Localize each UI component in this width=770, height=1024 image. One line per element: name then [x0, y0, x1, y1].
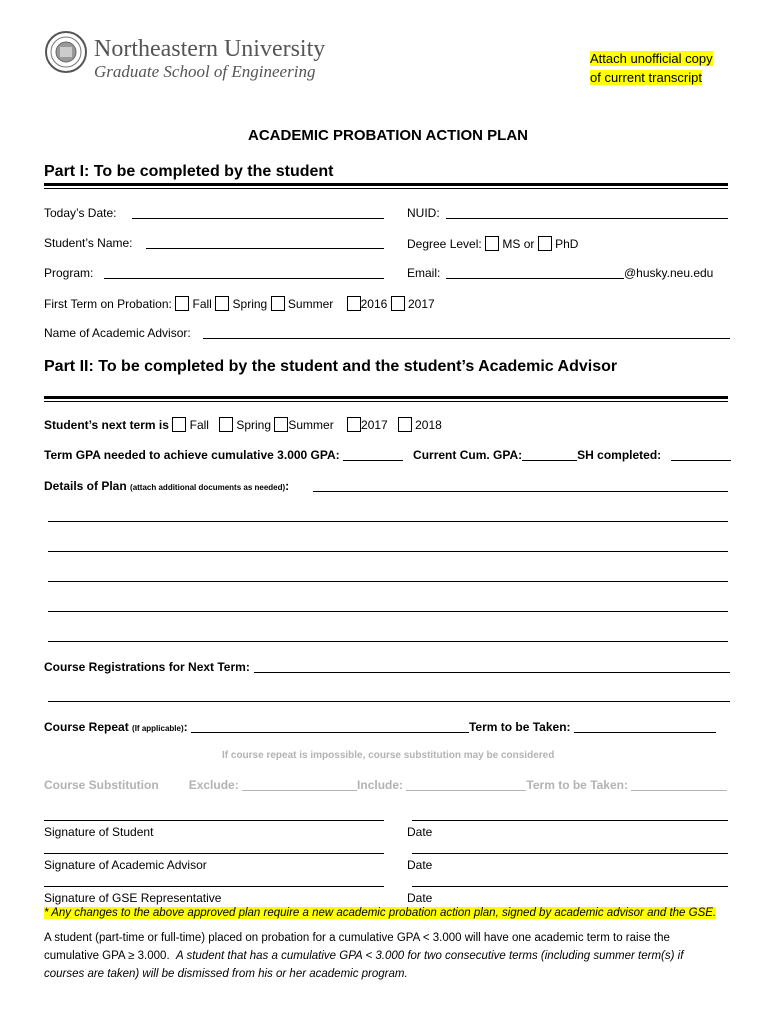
gse-date-label: Date	[407, 891, 433, 905]
email-domain: @husky.neu.edu	[624, 266, 714, 280]
year-2017-label: 2017	[408, 297, 435, 311]
student-signature-label: Signature of Student	[44, 825, 154, 839]
spring-label: Spring	[232, 297, 268, 311]
university-name: Northeastern University	[94, 36, 326, 62]
university-seal	[44, 30, 88, 74]
part1-heading: Part I: To be completed by the student	[44, 163, 334, 180]
degree-level-row	[407, 236, 578, 251]
nuid-label: NUID:	[407, 206, 440, 220]
term-taken-label: Term to be Taken:	[468, 720, 571, 734]
student-name-label: Student’s Name:	[44, 236, 133, 250]
course-repeat-label: Course Repeat	[44, 720, 129, 734]
details-note: (attach additional documents as needed)	[130, 483, 286, 492]
first-term-row	[44, 296, 435, 311]
year-2017-checkbox[interactable]	[391, 296, 405, 311]
if-applicable-note: (If applicable)	[132, 724, 184, 733]
gse-signature-field[interactable]	[44, 886, 384, 887]
gse-date-field[interactable]	[412, 886, 728, 887]
program-field[interactable]	[104, 278, 384, 279]
course-reg-line-2[interactable]	[48, 701, 730, 702]
next-summer-checkbox[interactable]	[274, 417, 288, 432]
next-2018-checkbox[interactable]	[398, 417, 412, 432]
footer-para-line2	[44, 950, 683, 962]
next-term-row	[44, 417, 442, 432]
course-sub-label: Course Substitution	[44, 778, 159, 792]
first-term-label: First Term on Probation:	[44, 297, 172, 311]
sh-completed-label: SH completed:	[577, 448, 662, 462]
school-name: Graduate School of Engineering	[94, 62, 316, 81]
student-signature-field[interactable]	[44, 820, 384, 821]
ms-checkbox[interactable]	[485, 236, 499, 251]
details-line-3[interactable]	[48, 551, 728, 552]
program-label: Program:	[44, 266, 94, 280]
advisor-signature-field[interactable]	[44, 853, 384, 854]
nuid-field[interactable]	[446, 218, 728, 219]
gse-signature-label: Signature of GSE Representative	[44, 891, 222, 905]
term-taken-field[interactable]	[574, 720, 716, 733]
sh-completed-field[interactable]	[671, 448, 731, 461]
footer-para2-normal: cumulative GPA ≥ 3.000.	[44, 950, 177, 962]
footer-para-line3: courses are taken) will be dismissed from his or her academic program.	[44, 968, 408, 980]
phd-label: PhD	[555, 237, 579, 251]
next-2017-checkbox[interactable]	[347, 417, 361, 432]
next-fall-checkbox[interactable]	[172, 417, 186, 432]
next-term-label: Student’s next term is	[44, 418, 169, 432]
details-line-5[interactable]	[48, 611, 728, 612]
repeat-colon: :	[183, 720, 188, 734]
gpa-needed-label: Term GPA needed to achieve cumulative 3.000 GPA:	[44, 448, 340, 462]
gpa-row	[44, 448, 731, 462]
year-2016-checkbox[interactable]	[347, 296, 361, 311]
page-title: ACADEMIC PROBATION ACTION PLAN	[248, 127, 528, 144]
details-colon: :	[285, 479, 290, 493]
details-line-4[interactable]	[48, 581, 728, 582]
email-label: Email:	[407, 266, 441, 280]
next-spring-checkbox[interactable]	[219, 417, 233, 432]
details-line-2[interactable]	[48, 521, 728, 522]
course-reg-label: Course Registrations for Next Term:	[44, 660, 250, 674]
course-repeat-row	[44, 720, 716, 734]
transcript-note-line2: of current transcript	[590, 70, 702, 85]
next-2017-label: 2017	[361, 418, 388, 432]
email-field[interactable]	[446, 278, 624, 279]
summer-checkbox[interactable]	[271, 296, 285, 311]
degree-level-label: Degree Level:	[407, 237, 482, 251]
summer-label: Summer	[287, 297, 334, 311]
details-line-6[interactable]	[48, 641, 728, 642]
ms-label: MS or	[502, 237, 535, 251]
student-date-label: Date	[407, 825, 433, 839]
details-row	[44, 479, 289, 493]
course-repeat-field[interactable]	[191, 720, 469, 733]
current-gpa-label: Current Cum. GPA:	[413, 448, 523, 462]
student-date-field[interactable]	[412, 820, 728, 821]
student-name-field[interactable]	[146, 248, 384, 249]
course-sub-row	[44, 778, 727, 792]
part2-heading: Part II: To be completed by the student and the student’s Academic Advisor	[44, 358, 618, 375]
advisor-date-label: Date	[407, 858, 433, 872]
fall-label: Fall	[192, 297, 212, 311]
part2-divider	[44, 396, 728, 402]
next-2018-label: 2018	[415, 418, 442, 432]
transcript-note-line1: Attach unofficial copy	[590, 51, 713, 66]
part1-divider	[44, 183, 728, 189]
change-note: * Any changes to the above approved plan require a new academic probation action plan, signed by academic advisor and the GSE.	[44, 907, 717, 919]
next-summer-label: Summer	[288, 418, 334, 432]
exclude-field[interactable]	[242, 778, 357, 791]
include-field[interactable]	[406, 778, 526, 791]
advisor-date-field[interactable]	[412, 853, 728, 854]
details-line-1[interactable]	[313, 491, 728, 492]
fall-checkbox[interactable]	[175, 296, 189, 311]
details-label: Details of Plan	[44, 479, 127, 493]
substitution-note: If course repeat is impossible, course substitution may be considered	[222, 750, 555, 761]
gpa-needed-field[interactable]	[343, 448, 403, 461]
term-taken2-field[interactable]	[631, 778, 727, 791]
advisor-label: Name of Academic Advisor:	[44, 326, 191, 340]
advisor-field[interactable]	[203, 338, 730, 339]
exclude-label: Exclude:	[188, 778, 239, 792]
footer-para2-italic: A student that has a cumulative GPA < 3.000 for two consecutive terms (including summer term(s) if	[176, 950, 684, 962]
course-reg-field[interactable]	[254, 672, 730, 673]
phd-checkbox[interactable]	[538, 236, 552, 251]
term-taken2-label: Term to be Taken:	[526, 778, 628, 792]
current-gpa-field[interactable]	[522, 448, 577, 461]
todays-date-field[interactable]	[132, 218, 384, 219]
spring-checkbox[interactable]	[215, 296, 229, 311]
next-fall-label: Fall	[189, 418, 209, 432]
advisor-signature-label: Signature of Academic Advisor	[44, 858, 207, 872]
footer-para-line1: A student (part-time or full-time) placed on probation for a cumulative GPA < 3.000 will have one academic term to raise the	[44, 932, 670, 944]
todays-date-label: Today’s Date:	[44, 206, 117, 220]
include-label: Include:	[357, 778, 404, 792]
next-spring-label: Spring	[236, 418, 271, 432]
year-2016-label: 2016	[360, 297, 388, 311]
